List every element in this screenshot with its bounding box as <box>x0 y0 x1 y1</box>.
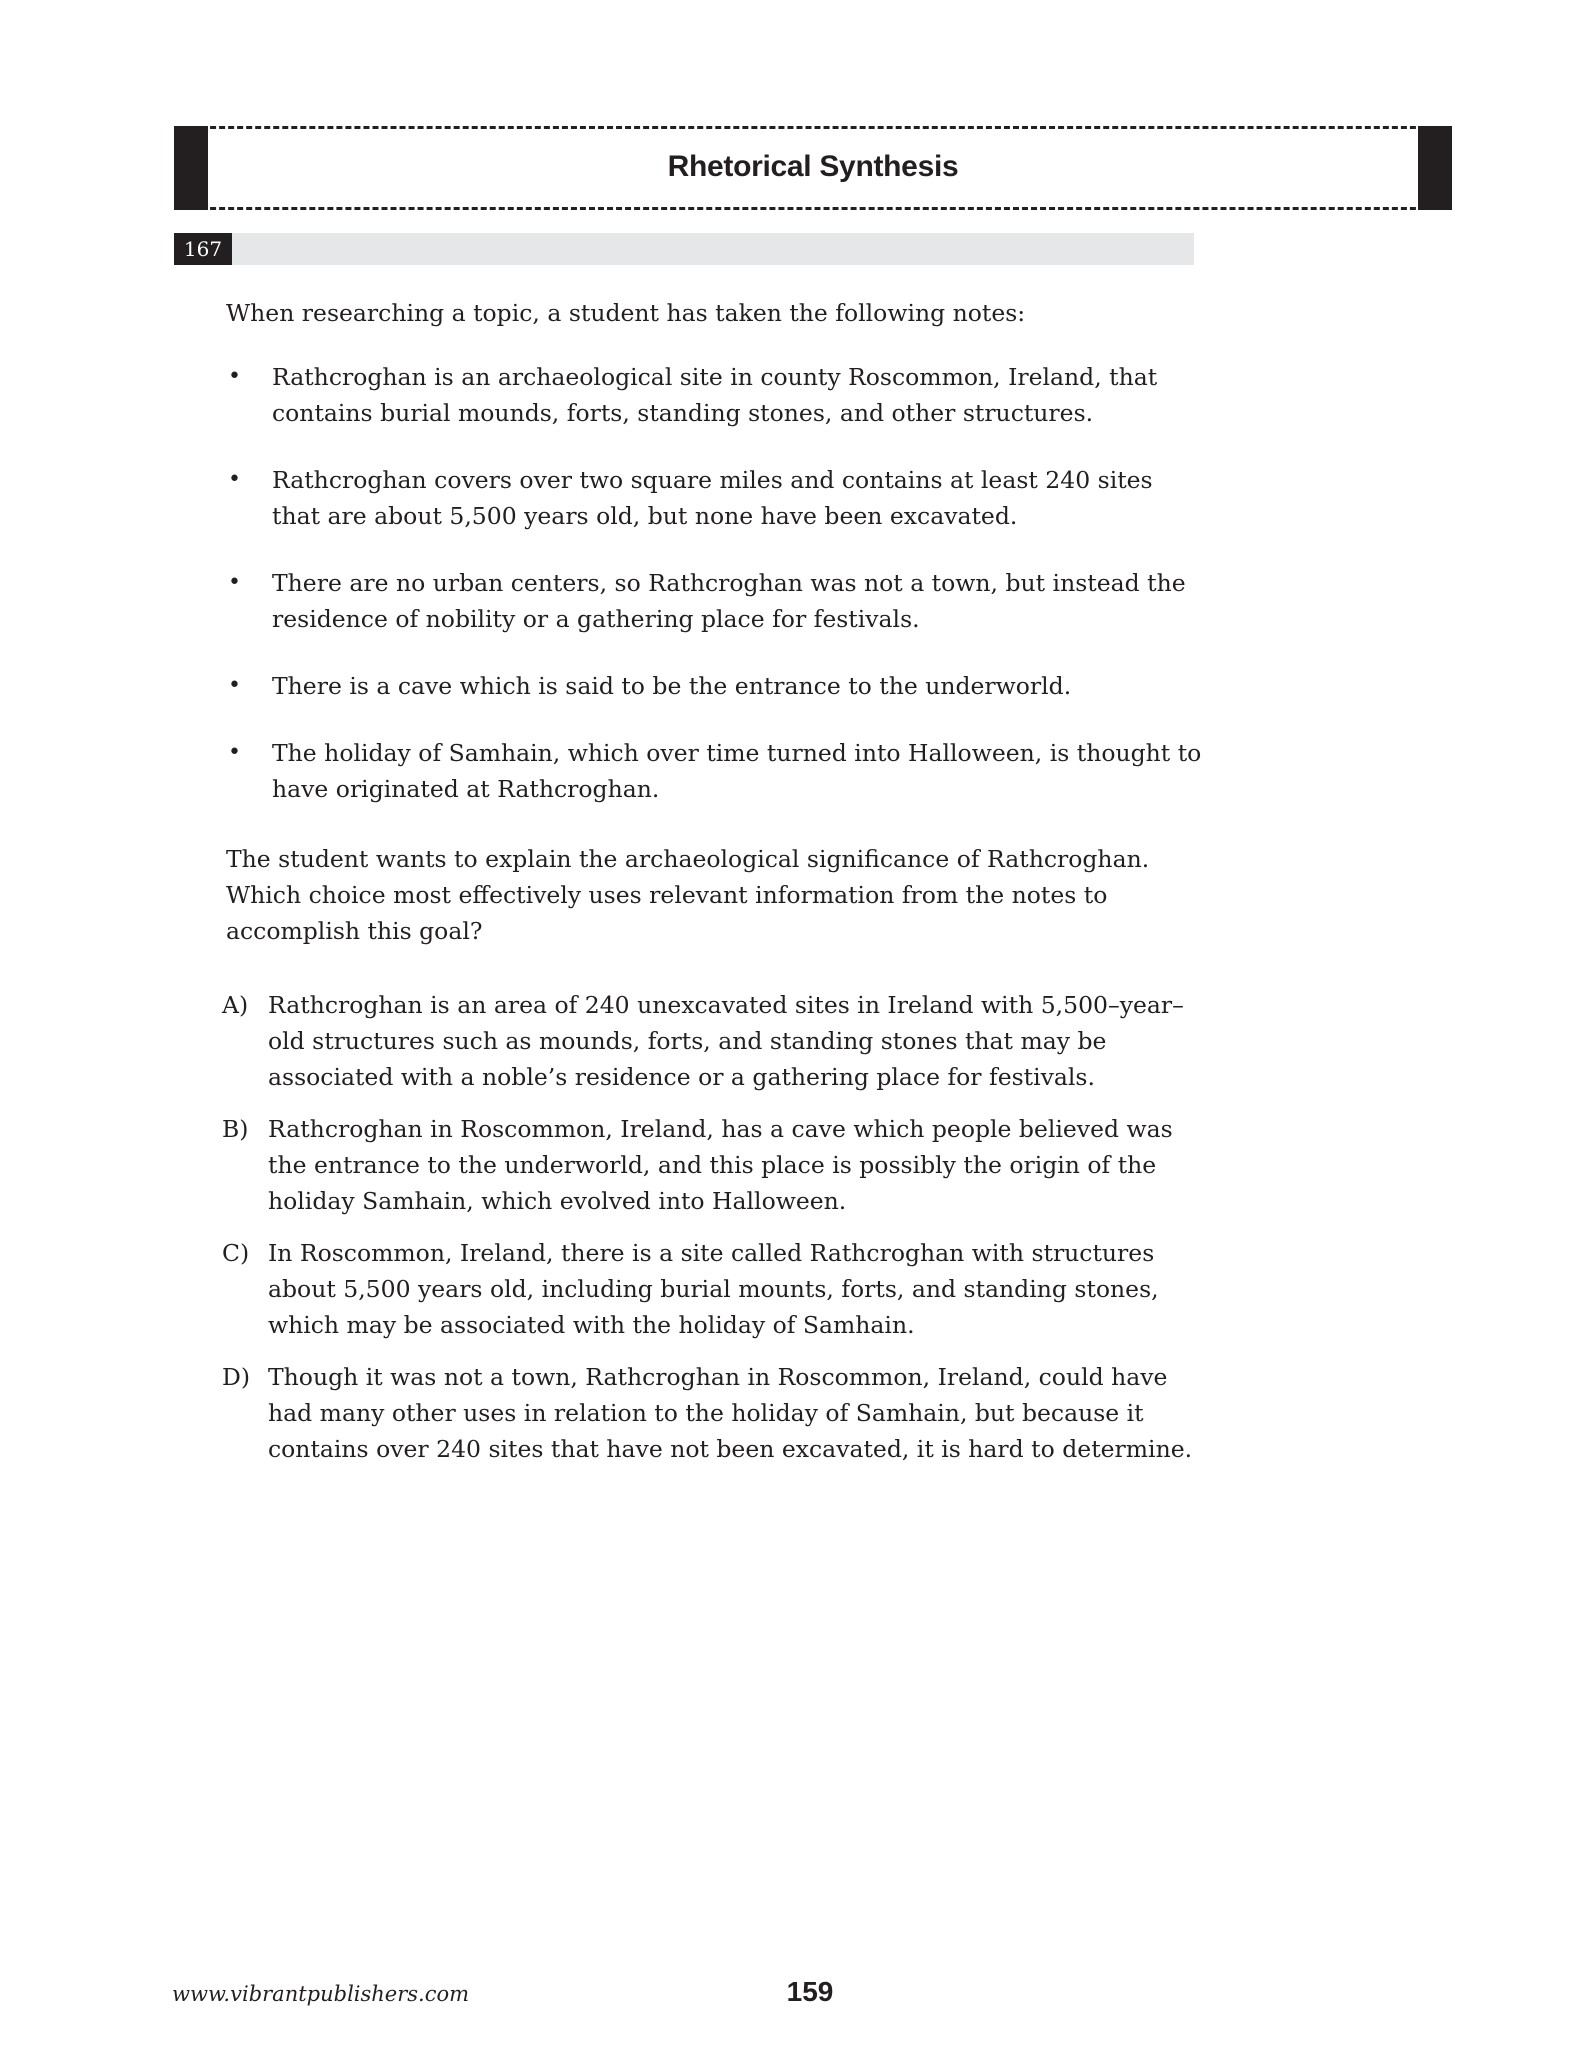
note-text: Rathcroghan covers over two square miles and contains at least 240 sites that are about 5,500 years old, but none have been excavated. <box>272 466 1153 530</box>
section-header-banner <box>174 126 1452 210</box>
choice-text: In Roscommon, Ireland, there is a site called Rathcroghan with structures about 5,500 years old, including burial mounts, forts, and standing stones, which may be associated with the holiday of Samhain. <box>268 1239 1159 1339</box>
note-text: Rathcroghan is an archaeological site in county Roscommon, Ireland, that contains burial mounds, forts, standing stones, and other structures. <box>272 363 1158 427</box>
note-item <box>226 735 1206 807</box>
choice-letter: D) <box>222 1363 251 1391</box>
note-text: There is a cave which is said to be the entrance to the underworld. <box>272 672 1072 700</box>
bullet-icon: • <box>228 740 241 765</box>
question-number-badge: 167 <box>174 233 232 265</box>
question-content <box>222 295 1206 1483</box>
note-text: There are no urban centers, so Rathcroghan was not a town, but instead the residence of nobility or a gathering place for festivals. <box>272 569 1186 633</box>
header-dashed-border-bottom <box>174 207 1452 210</box>
choice-letter: C) <box>222 1239 250 1267</box>
bullet-icon: • <box>228 467 241 492</box>
note-item <box>226 462 1206 534</box>
bullet-icon: • <box>228 364 241 389</box>
bullet-icon: • <box>228 673 241 698</box>
question-prompt: The student wants to explain the archaeological significance of Rathcroghan. Which choice most effectively uses relevant information from the notes to accomplish this goal? <box>226 845 1150 945</box>
answer-choices <box>222 987 1206 1467</box>
answer-choice-a[interactable] <box>222 987 1206 1095</box>
note-item <box>226 359 1206 431</box>
answer-choice-d[interactable] <box>222 1359 1206 1467</box>
note-item <box>226 565 1206 637</box>
question-number-bar <box>174 233 1194 265</box>
header-dashed-border-top <box>174 126 1452 129</box>
choice-text: Rathcroghan is an area of 240 unexcavated sites in Ireland with 5,500–year–old structures such as mounds, forts, and standing stones that may be associated with a noble’s residence or a gathering place for festivals. <box>268 991 1184 1091</box>
choice-letter: B) <box>222 1115 249 1143</box>
section-title: Rhetorical Synthesis <box>667 150 959 183</box>
choice-text: Rathcroghan in Roscommon, Ireland, has a cave which people believed was the entrance to the underworld, and this place is possibly the origin of the holiday Samhain, which evolved into Halloween. <box>268 1115 1173 1215</box>
footer-publisher-link[interactable]: www.vibrantpublishers.com <box>172 1982 470 2006</box>
answer-choice-b[interactable] <box>222 1111 1206 1219</box>
answer-choice-c[interactable] <box>222 1235 1206 1343</box>
notes-list <box>226 359 1206 807</box>
choice-text: Though it was not a town, Rathcroghan in Roscommon, Ireland, could have had many other uses in relation to the holiday of Samhain, but because it contains over 240 sites that have not been excavated, it is hard to determine. <box>268 1363 1193 1463</box>
question-intro: When researching a topic, a student has taken the following notes: <box>226 299 1026 327</box>
footer-page-number: 159 <box>786 1976 834 2007</box>
choice-letter: A) <box>222 991 249 1019</box>
note-text: The holiday of Samhain, which over time turned into Halloween, is thought to have originated at Rathcroghan. <box>272 739 1202 803</box>
note-item <box>226 668 1206 704</box>
bullet-icon: • <box>228 570 241 595</box>
